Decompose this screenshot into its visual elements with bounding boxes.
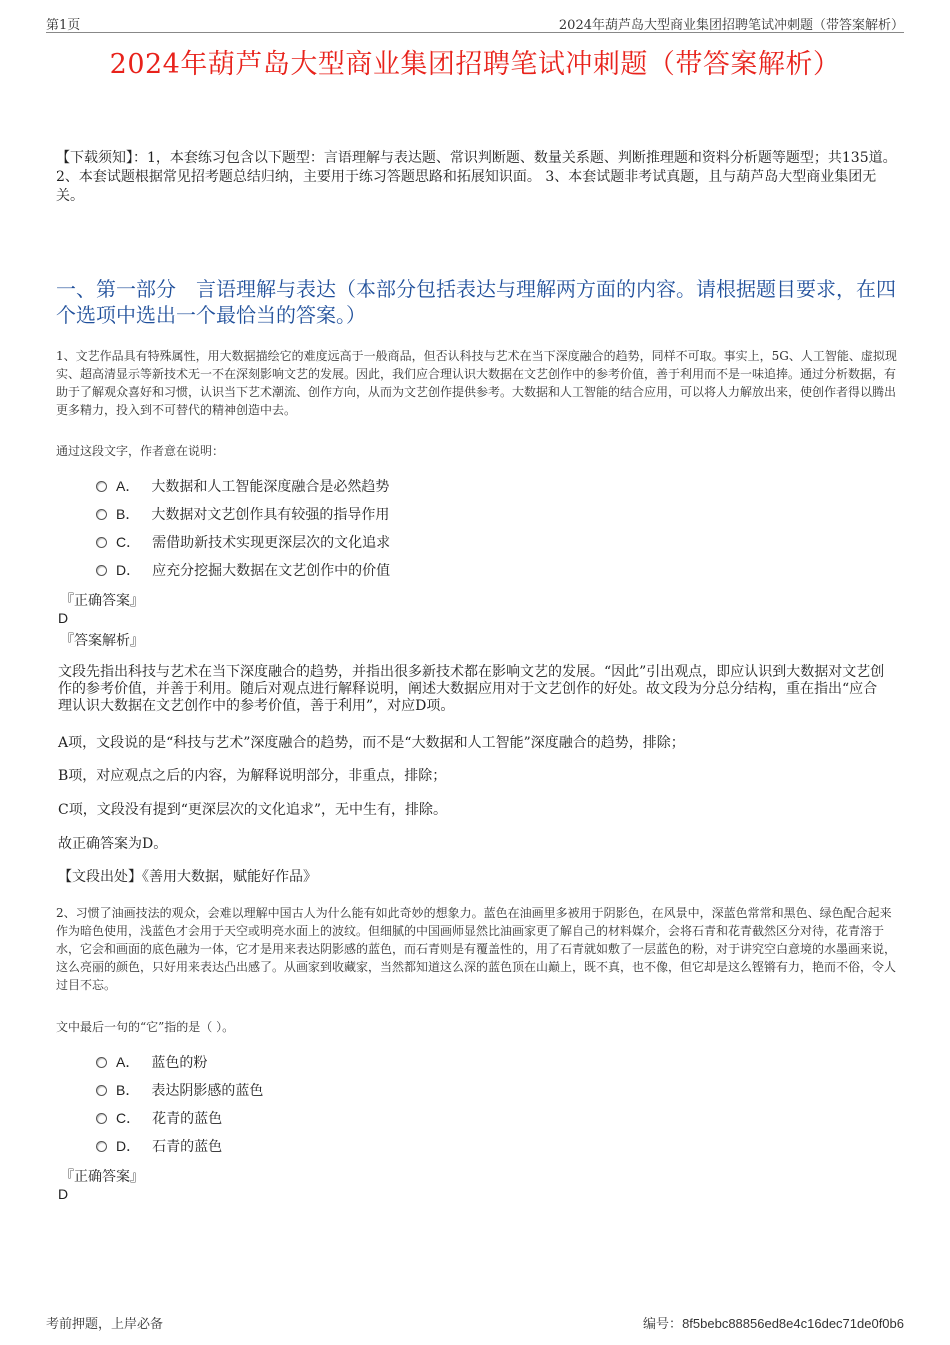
option-text: 大数据对文艺创作具有较强的指导作用 [151, 507, 390, 523]
question-1-analysis-label: 『答案解析』 [60, 633, 144, 649]
question-1-option-a[interactable] [96, 476, 389, 496]
question-2-option-a[interactable] [96, 1052, 207, 1072]
option-letter: D． [116, 1138, 141, 1154]
question-2-answer: D [58, 1186, 69, 1202]
analysis-paragraph: C项，文段没有提到“更深层次的文化追求”，无中生有，排除。 [58, 802, 448, 818]
option-text: 花青的蓝色 [152, 1111, 223, 1127]
question-1-stem: 1、文艺作品具有特殊属性，用大数据描绘它的难度远高于一般商品，但否认科技与艺术在当下深度融合的趋势，同样不可取。事实上，5G、人工智能、虚拟现实、超高清显示等新技术无一不在深刻影响文艺的发展。因此，我们应合理认识大数据在文艺创作中的参考价值，善于利用而不是一味追捧。通过分析数据，有助于了解观众喜好和习惯，认识当下艺术潮流、创作方向，从而为文艺创作提供参考。大数据和人工智能的结合应用，可以将人力解放出来，使创作者得以腾出更多精力，投入到不可替代的精神创造中去。 [56, 349, 897, 417]
question-2-option-c[interactable] [96, 1108, 222, 1128]
option-letter: B． [116, 506, 140, 522]
analysis-paragraph: B项，对应观点之后的内容，为解释说明部分，非重点，排除； [58, 768, 447, 784]
passage-source: 【文段出处】《善用大数据，赋能好作品》 [58, 869, 317, 885]
radio-icon[interactable] [96, 537, 107, 548]
option-text: 需借助新技术实现更深层次的文化追求 [152, 535, 391, 551]
radio-icon[interactable] [96, 1113, 107, 1124]
header-divider [46, 32, 904, 33]
question-1-option-b[interactable] [96, 504, 389, 524]
download-notice: 【下载须知】：1，本套练习包含以下题型：言语理解与表达题、常识判断题、数量关系题、判断推理题和资料分析题等题型；共135道。 2、本套试题根据常见招考题总结归纳，主要用于练习答题思路和拓展知识面。 3、本套试题非考试真题，且与葫芦岛大型商业集团无关。 [56, 150, 897, 204]
radio-icon[interactable] [96, 509, 107, 520]
radio-icon[interactable] [96, 565, 107, 576]
question-2-stem: 2、习惯了油画技法的观众，会难以理解中国古人为什么能有如此奇妙的想象力。蓝色在油画里多被用于阴影色，在风景中，深蓝色常常和黑色、绿色配合起来作为暗色使用，浅蓝色才会用于天空或明亮水面上的波纹。但细腻的中国画师显然比油画家更了解自己的材料媒介，会将石青和花青截然区分对待，花青溶于水，它会和画面的底色融为一体，它才是用来表达阴影感的蓝色，而石青则是有覆盖性的，用了石青就如敷了一层蓝色的粉，对于讲究空白意境的水墨画来说，这么亮丽的颜色，只好用来表达凸出感了。从画家到收藏家，当然都知道这么深的蓝色顶在山巅上，既不真，也不像，但它却是这么铿锵有力，艳而不俗，令人过目不忘。 [56, 906, 897, 992]
analysis-paragraph: 故正确答案为D。 [58, 836, 168, 852]
question-1-answer: D [58, 610, 69, 626]
option-letter: C． [116, 1110, 141, 1126]
radio-icon[interactable] [96, 1085, 107, 1096]
question-2-option-b[interactable] [96, 1080, 263, 1100]
question-1-option-c[interactable] [96, 532, 390, 552]
page-number: 第1页 [46, 18, 81, 33]
analysis-paragraph: 文段先指出科技与艺术在当下深度融合的趋势，并指出很多新技术都在影响文艺的发展。“因此”引出观点，即应认识到大数据对文艺创作的参考价值，并善于利用。随后对观点进行解释说明，阐述大数据应用对于文艺创作的好处。故文段为分总分结构，重在指出“应合理认识大数据在文艺创作中的参考价值，善于利用”，对应D项。 [58, 664, 885, 714]
option-text: 应充分挖掘大数据在文艺创作中的价值 [152, 563, 391, 579]
question-1-option-d[interactable] [96, 560, 390, 580]
footer-code [643, 1313, 904, 1332]
radio-icon[interactable] [96, 481, 107, 492]
option-letter: D． [116, 562, 141, 578]
option-text: 石青的蓝色 [152, 1139, 223, 1155]
footer-code-value: 8f5bebc88856ed8e4c16dec71de0f0b6 [682, 1316, 904, 1331]
question-1-prompt: 通过这段文字，作者意在说明： [56, 444, 225, 458]
option-text: 蓝色的粉 [151, 1055, 208, 1071]
option-text: 表达阴影感的蓝色 [151, 1083, 264, 1099]
section-heading: 一、第一部分 言语理解与表达（本部分包括表达与理解两方面的内容。请根据题目要求，在四个选项中选出一个最恰当的答案。） [56, 277, 896, 327]
radio-icon[interactable] [96, 1141, 107, 1152]
option-letter: A． [116, 478, 140, 494]
question-2-prompt: 文中最后一句的“它”指的是（ ）。 [56, 1020, 235, 1034]
option-letter: B． [116, 1082, 140, 1098]
footer-slogan: 考前押题，上岸必备 [46, 1317, 164, 1332]
question-1-answer-label: 『正确答案』 [60, 593, 144, 609]
analysis-paragraph: A项，文段说的是“科技与艺术”深度融合的趋势，而不是“大数据和人工智能”深度融合的趋势，排除； [58, 735, 685, 751]
footer-code-label: 编号： [643, 1317, 683, 1332]
option-letter: A． [116, 1054, 140, 1070]
page-title: 2024年葫芦岛大型商业集团招聘笔试冲刺题（带答案解析） [109, 49, 841, 80]
option-letter: C． [116, 534, 141, 550]
header-doc-title: 2024年葫芦岛大型商业集团招聘笔试冲刺题（带答案解析） [558, 18, 904, 33]
option-text: 大数据和人工智能深度融合是必然趋势 [151, 479, 390, 495]
question-2-answer-label: 『正确答案』 [60, 1169, 144, 1185]
question-2-option-d[interactable] [96, 1136, 222, 1156]
radio-icon[interactable] [96, 1057, 107, 1068]
